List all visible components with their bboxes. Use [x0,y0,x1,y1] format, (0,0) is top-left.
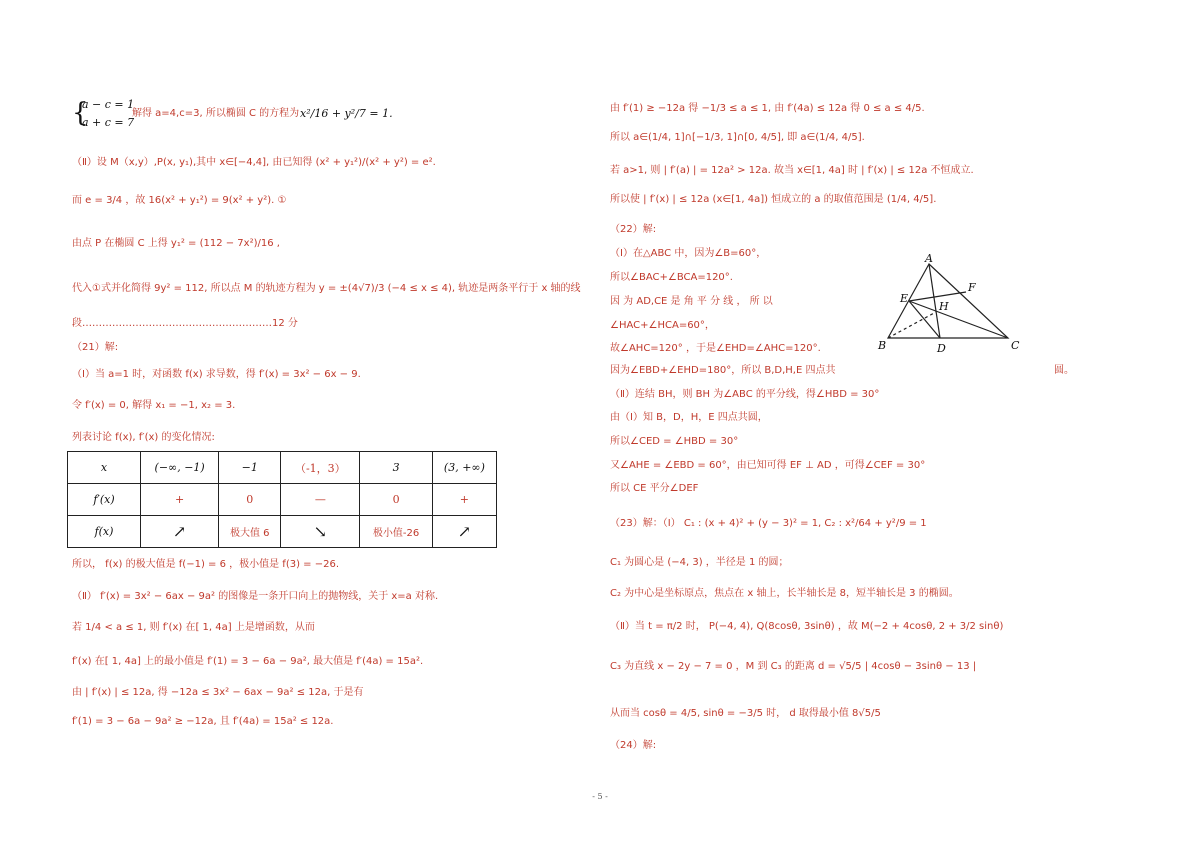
q21-min-max: f′(x) 在[ 1, 4a] 上的最小值是 f′(1) = 3 − 6a − 9a², 最大值是 f′(4a) = 15a². [72,656,424,667]
table-cell: (−∞, −1) [141,452,219,484]
table-row [68,484,497,516]
table-cell: 极小值-26 [360,516,432,548]
table-cell: 0 [219,484,281,516]
q22-heading: （22）解: [610,224,657,235]
q22-line-6-end: 圆。 [1054,365,1074,376]
q21-part1: （Ⅰ）当 a=1 时，对函数 f(x) 求导数，得 f′(x) = 3x² − 6x − 9. [72,369,361,380]
system-bracket: { [72,98,89,128]
q22-line-1: （Ⅰ）在△ABC 中，因为∠B=60°， [610,248,767,259]
q23-distance: C₃ 为直线 x − 2y − 7 = 0 ，M 到 C₃ 的距离 d = √5/5 | 4cosθ − 3sinθ − 13 | [610,661,977,672]
q21-conditions: f′(1) = 3 − 6a − 9a² ≥ −12a, 且 f′(4a) = 15a² ≤ 12a. [72,716,334,727]
q23-part2: （Ⅱ）当 t = π/2 时， P(−4, 4), Q(8cosθ, 3sinθ) ，故 M(−2 + 4cosθ, 2 + 3/2 sinθ) [610,621,1004,632]
label-f: F [968,281,976,294]
table-cell: 0 [360,484,432,516]
range-step-3: 若 a>1, 则 | f′(a) | = 12a² > 12a. 故当 x∈[1, 4a] 时 | f′(x) | ≤ 12a 不恒成立. [610,165,974,176]
label-e: E [900,292,909,305]
variation-table [67,451,497,548]
table-cell: (3, +∞) [432,452,496,484]
q23-min: 从而当 cosθ = 4/5, sinθ = −3/5 时， d 取得最小值 8√5/5 [610,708,881,719]
table-cell: 3 [360,452,432,484]
q21-inequality: 由 | f′(x) | ≤ 12a, 得 −12a ≤ 3x² − 6ax − 9a² ≤ 12a, 于是有 [72,687,364,698]
table-cell: + [141,484,219,516]
table-cell: ↘ [281,516,360,548]
table-cell: x [68,452,141,484]
q22-line-6: 因为∠EBD+∠EHD=180°，所以 B,D,H,E 四点共 [610,365,836,376]
part2-setup: （Ⅱ）设 M（x,y）,P(x, y₁),其中 x∈[−4,4], 由已知得 (x² + y₁²)/(x² + y²) = e². [72,157,436,168]
q21-heading: （21）解: [72,342,119,353]
locus-line-end: 段…………………………………………………12 分 [72,318,298,329]
table-cell: ↗ [141,516,219,548]
table-cell: — [281,484,360,516]
ellipse-equation: x²/16 + y²/7 = 1. [300,107,393,120]
table-cell: f′(x) [68,484,141,516]
q21-roots: 令 f′(x) = 0, 解得 x₁ = −1, x₂ = 3. [72,400,236,411]
extrema-result: 所以， f(x) 的极大值是 f(−1) = 6 ，极小值是 f(3) = −26. [72,559,340,570]
label-h: H [939,300,949,313]
q21-case: 若 1/4 < a ≤ 1, 则 f′(x) 在[ 1, 4a] 上是增函数，从而 [72,622,315,633]
locus-line: 代入①式并化简得 9y² = 112, 所以点 M 的轨迹方程为 y = ±(4√7)/3 (−4 ≤ x ≤ 4), 轨迹是两条平行于 x 轴的线 [72,283,581,294]
q22-line-2: 所以∠BAC+∠BCA=120°. [610,272,733,283]
table-row [68,516,497,548]
q21-part2: （Ⅱ） f′(x) = 3x² − 6ax − 9a² 的图像是一条开口向上的抛物线，关于 x=a 对称. [72,591,439,602]
label-a: A [925,252,933,265]
q22-line-3: 因 为 AD,CE 是 角 平 分 线 ， 所 以 [610,296,773,307]
system-eq-2: a + c = 7 [82,116,135,129]
eccentricity-line: 而 e = 3/4 ，故 16(x² + y₁²) = 9(x² + y²). ① [72,195,287,206]
range-step-2: 所以 a∈(1/4, 1]∩[−1/3, 1]∩[0, 4/5], 即 a∈(1/4, 4/5]. [610,132,865,143]
table-cell: （-1，3） [281,452,360,484]
system-eq-1: a − c = 1 [82,98,135,111]
q22-conclusion: 所以 CE 平分∠DEF [610,483,699,494]
q21-table-intro: 列表讨论 f(x), f′(x) 的变化情况: [72,432,215,443]
q22-angle-cef: 又∠AHE = ∠EBD = 60°，由已知可得 EF ⊥ AD ，可得∠CEF = 30° [610,460,926,471]
table-cell: −1 [219,452,281,484]
ellipse-solution-text: 解得 a=4,c=3, 所以椭圆 C 的方程为 [132,108,300,119]
label-d: D [937,342,946,355]
point-p-line: 由点 P 在椭圆 C 上得 y₁² = (112 − 7x²)/16 , [72,238,280,249]
range-step-1: 由 f′(1) ≥ −12a 得 −1/3 ≤ a ≤ 1, 由 f′(4a) ≤ 12a 得 0 ≤ a ≤ 4/5. [610,103,925,114]
table-cell: ↗ [432,516,496,548]
q22-angle-ced: 所以∠CED = ∠HBD = 30° [610,436,739,447]
q22-part2: （Ⅱ）连结 BH，则 BH 为∠ABC 的平分线，得∠HBD = 30° [610,389,880,400]
table-row [68,452,497,484]
q22-line-5: 故∠AHC=120° ，于是∠EHD=∠AHC=120°. [610,343,821,354]
table-cell: 极大值 6 [219,516,281,548]
q23-part1: （23）解：（Ⅰ） C₁ : (x + 4)² + (y − 3)² = 1, C₂ : x²/64 + y²/9 = 1 [610,518,927,529]
range-conclusion: 所以使 | f′(x) | ≤ 12a (x∈[1, 4a]) 恒成立的 a 的取值范围是 (1/4, 4/5]. [610,194,937,205]
q23-c1: C₁ 为圆心是 (−4, 3) ，半径是 1 的圆； [610,557,789,568]
table-cell: f(x) [68,516,141,548]
q23-c2: C₂ 为中心是坐标原点，焦点在 x 轴上，长半轴长是 8，短半轴长是 3 的椭圆。 [610,588,959,599]
q22-concyclic: 由（Ⅰ）知 B，D，H，E 四点共圆， [610,412,768,423]
triangle-figure [876,252,1026,357]
table-cell: + [432,484,496,516]
q22-line-4: ∠HAC+∠HCA=60°， [610,320,715,331]
page-number: - 5 - [592,792,608,801]
label-b: B [878,339,887,352]
q24-heading: （24）解: [610,740,657,751]
label-c: C [1011,339,1020,352]
